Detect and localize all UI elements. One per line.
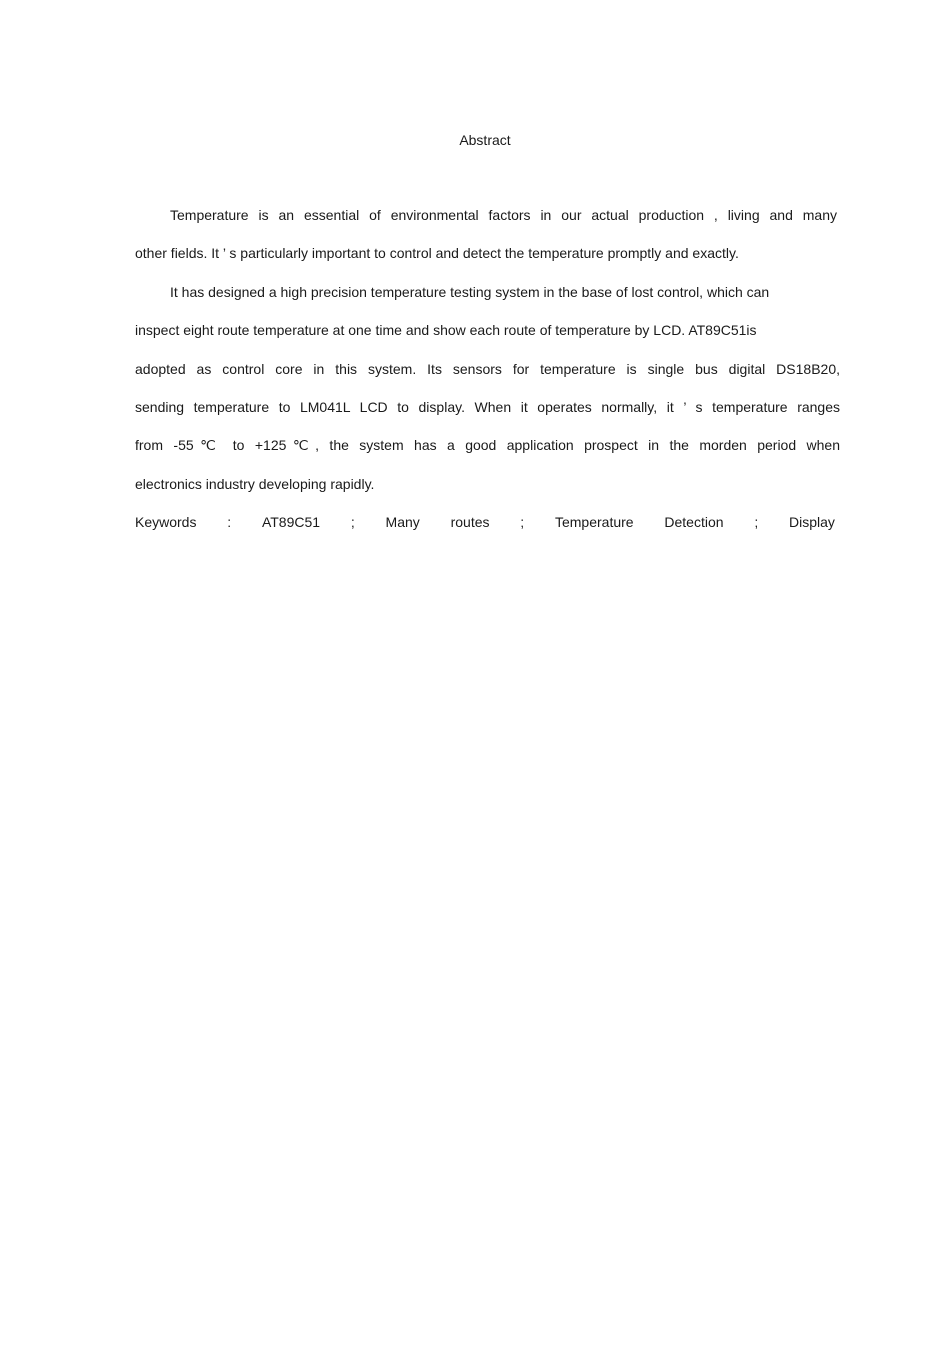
keywords-colon: :: [227, 514, 232, 530]
keyword-many: Many: [385, 514, 420, 530]
abstract-line-1: Temperature is an essential of environmental factors in our actual production , living and many: [170, 207, 837, 223]
abstract-line-4: inspect eight route temperature at one time and show each route of temperature by LCD. AT89C51is: [135, 322, 757, 338]
abstract-line-6: sending temperature to LM041L LCD to display. When it operates normally, it ’ s temperature ranges: [135, 399, 840, 415]
abstract-title: Abstract: [459, 132, 511, 148]
abstract-line-5: adopted as control core in this system. Its sensors for temperature is single bus digital DS18B20,: [135, 361, 840, 377]
keyword-separator: ;: [754, 514, 759, 530]
abstract-line-3: It has designed a high precision temperature testing system in the base of lost control, which can: [170, 284, 770, 300]
abstract-line-8: electronics industry developing rapidly.: [135, 476, 375, 492]
keywords-label: Keywords: [135, 514, 197, 530]
keyword-routes: routes: [450, 514, 490, 530]
keyword-temperature: Temperature: [554, 514, 634, 530]
abstract-line-7: from -55℃ to +125℃, the system has a good application prospect in the morden period when: [135, 437, 840, 453]
keyword-separator: ;: [520, 514, 525, 530]
keyword-separator: ;: [350, 514, 355, 530]
abstract-line-2: other fields. It ’ s particularly important to control and detect the temperature promptly and exactly.: [135, 245, 739, 261]
keywords-row: [135, 513, 835, 531]
keyword-detection: Detection: [664, 514, 724, 530]
keyword-at89c51: AT89C51: [261, 514, 321, 530]
keyword-display: Display: [789, 514, 835, 530]
